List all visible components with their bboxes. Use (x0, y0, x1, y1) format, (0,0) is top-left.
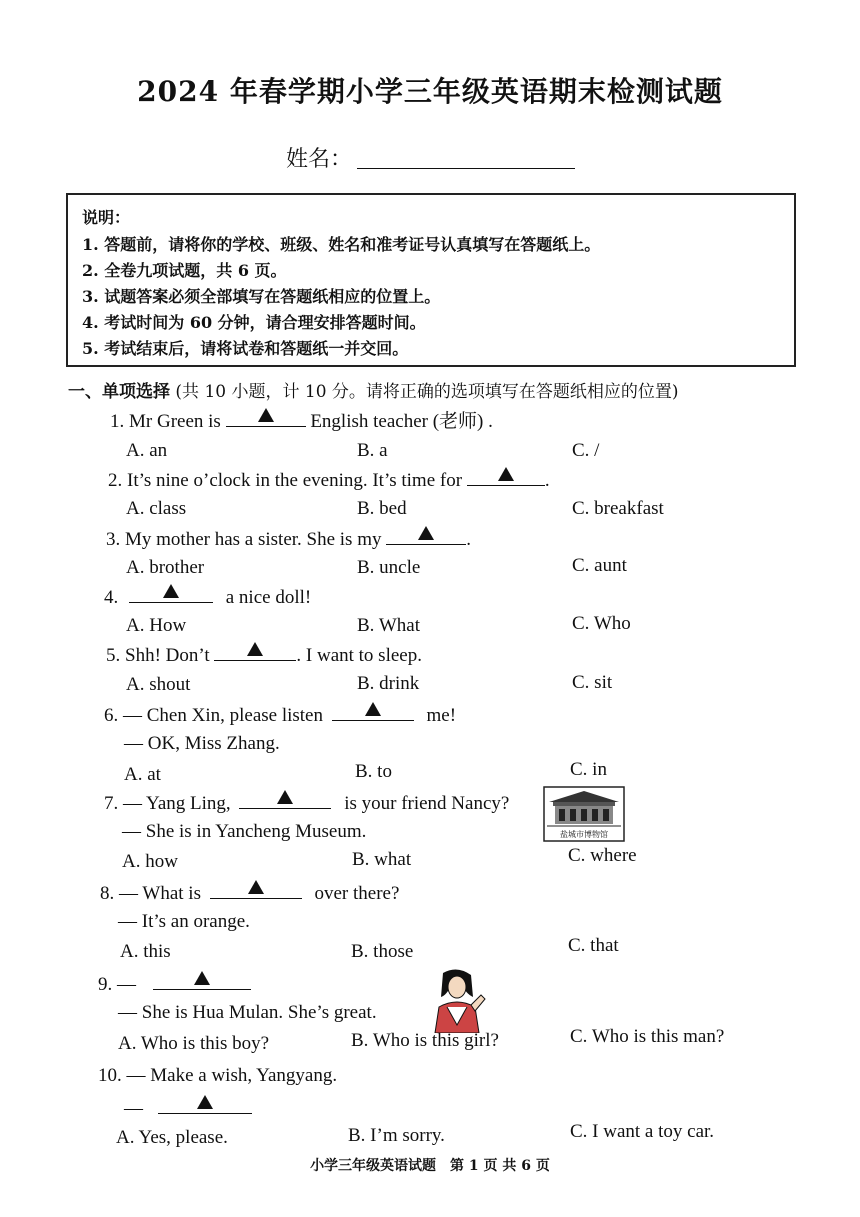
question-text: is your friend Nancy? (344, 793, 510, 814)
instruction-item: 5. 考试结束后，请将试卷和答题纸一并交回。 (82, 339, 409, 358)
triangle-marker-icon (277, 790, 293, 804)
question-text: — (124, 1098, 143, 1119)
instructions-heading: 说明： (82, 208, 131, 227)
option-a: A. an (126, 440, 168, 461)
option-a: A. Who is this boy? (118, 1033, 270, 1054)
triangle-marker-icon (194, 971, 210, 985)
exam-title: 2024 年春学期小学三年级英语期末检测试题 (137, 75, 723, 108)
option-a: A. at (124, 764, 161, 785)
answer-blank (332, 704, 414, 721)
question-text: English teacher (老师) . (310, 411, 493, 432)
option-c: C. Who (572, 613, 631, 634)
triangle-marker-icon (247, 642, 263, 656)
question-5 (106, 644, 422, 667)
yancheng-museum-illustration (543, 786, 625, 842)
option-c: C. breakfast (572, 498, 664, 519)
option-b: B. Who is this girl? (351, 1030, 499, 1051)
question-7 (104, 792, 509, 815)
section-desc: (共 10 小题，计 10 分。请将正确的选项填写在答题纸相应的位置) (175, 382, 679, 402)
hua-mulan-illustration (425, 967, 489, 1033)
option-b: B. those (351, 941, 414, 962)
answer-blank (129, 586, 213, 603)
option-a: A. Yes, please. (116, 1127, 228, 1148)
name-label: 姓名： (286, 147, 353, 172)
question-text: 4. (104, 587, 119, 608)
instruction-item: 1. 答题前，请将你的学校、班级、姓名和准考证号认真填写在答题纸上。 (82, 235, 601, 254)
name-blank-line (357, 168, 575, 169)
question-text: over there? (314, 883, 400, 904)
option-b: B. uncle (357, 557, 421, 578)
triangle-marker-icon (258, 408, 274, 422)
answer-blank (239, 792, 331, 809)
option-c: C. Who is this man? (570, 1026, 725, 1047)
option-c: C. I want a toy car. (570, 1121, 715, 1142)
option-a: A. this (120, 941, 171, 962)
option-b: B. bed (357, 498, 407, 519)
instruction-item: 2. 全卷九项试题，共 6 页。 (82, 261, 287, 280)
museum-sign-text: 盐城市博物馆 (560, 830, 608, 839)
question-text: 9. — (98, 974, 136, 995)
question-text: a nice doll! (225, 587, 312, 608)
question-text: . I want to sleep. (296, 645, 422, 666)
question-text: 3. My mother has a sister. She is my (106, 529, 382, 550)
question-text: . (544, 470, 550, 491)
question-3 (106, 528, 471, 551)
question-9-reply: — She is Hua Mulan. She’s great. (118, 1002, 377, 1023)
option-b: B. What (357, 615, 420, 636)
question-text: 8. — What is (100, 883, 201, 904)
section-heading (68, 377, 679, 402)
question-10: 10. — Make a wish, Yangyang. (98, 1065, 338, 1086)
question-6-reply: — OK, Miss Zhang. (124, 733, 280, 754)
triangle-marker-icon (163, 584, 179, 598)
triangle-marker-icon (418, 526, 434, 540)
option-a: A. how (122, 851, 178, 872)
question-text: 2. It’s nine o’clock in the evening. It’s time for (108, 470, 463, 491)
question-2 (108, 469, 550, 492)
option-b: B. to (355, 761, 392, 782)
option-c: C. / (572, 440, 600, 461)
question-text: me! (426, 705, 457, 726)
answer-blank (226, 410, 306, 427)
question-text: 7. — Yang Ling, (104, 793, 231, 814)
question-8 (100, 882, 399, 905)
instructions-box (66, 193, 796, 367)
question-4 (104, 586, 311, 609)
answer-blank (210, 882, 302, 899)
triangle-marker-icon (498, 467, 514, 481)
question-text: 5. Shh! Don’t (106, 645, 210, 666)
question-9 (98, 973, 251, 996)
answer-blank (153, 973, 251, 990)
question-8-reply: — It’s an orange. (118, 911, 250, 932)
question-10-reply (124, 1097, 252, 1120)
answer-blank (467, 469, 545, 486)
option-b: B. I’m sorry. (348, 1125, 445, 1146)
option-a: A. shout (126, 674, 191, 695)
question-7-reply: — She is in Yancheng Museum. (122, 821, 367, 842)
answer-blank (214, 644, 296, 661)
option-c: C. that (568, 935, 619, 956)
page-footer: 小学三年级英语试题 第 1 页 共 6 页 (310, 1158, 550, 1174)
instruction-item: 3. 试题答案必须全部填写在答题纸相应的位置上。 (82, 287, 441, 306)
option-a: A. How (126, 615, 187, 636)
option-c: C. sit (572, 672, 613, 693)
question-text: . (466, 529, 471, 550)
question-text: 1. Mr Green is (110, 411, 221, 432)
option-b: B. what (352, 849, 412, 870)
triangle-marker-icon (197, 1095, 213, 1109)
section-title: 一、单项选择 (68, 382, 170, 402)
answer-blank (386, 528, 466, 545)
triangle-marker-icon (248, 880, 264, 894)
option-b: B. a (357, 440, 388, 461)
option-a: A. brother (126, 557, 205, 578)
instruction-item: 4. 考试时间为 60 分钟，请合理安排答题时间。 (82, 313, 426, 332)
answer-blank (158, 1097, 252, 1114)
question-1 (110, 410, 493, 433)
option-c: C. in (570, 759, 607, 780)
option-c: C. aunt (572, 555, 627, 576)
question-text: 6. — Chen Xin, please listen (104, 705, 323, 726)
question-6 (104, 704, 456, 727)
option-a: A. class (126, 498, 187, 519)
option-b: B. drink (357, 673, 420, 694)
triangle-marker-icon (365, 702, 381, 716)
option-c: C. where (568, 845, 637, 866)
